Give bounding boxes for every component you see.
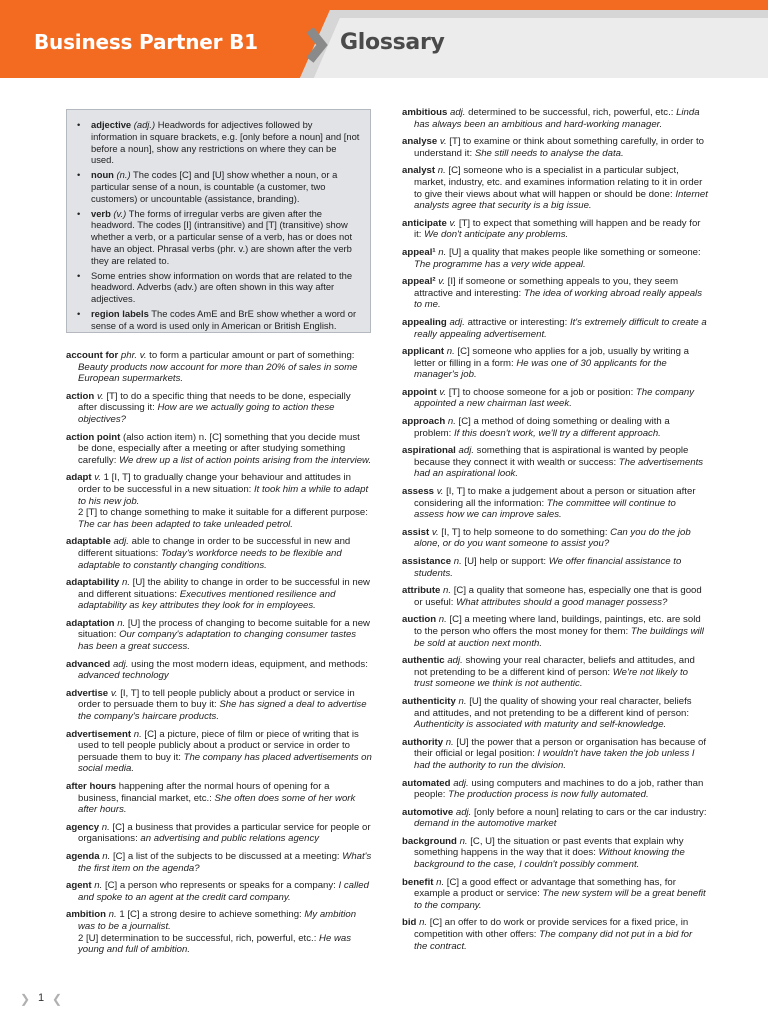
entry-pos: adj. xyxy=(449,316,465,328)
entry-headword: adaptable xyxy=(66,536,111,548)
entry-headword: approach xyxy=(402,416,446,428)
entry-example: Authenticity is associated with maturity and self-knowledge. xyxy=(414,719,667,731)
entry-headword: appoint xyxy=(402,386,437,398)
usage-notes-box xyxy=(66,109,371,333)
entry-definition: (also action item) n. [C] something that you decide must be done, especially after a meeting or after studying something carefully: xyxy=(78,431,360,466)
entry-definition: [C] a good effect or advantage that something has, for example a product or service: xyxy=(414,876,676,900)
entry-definition: determined to be successful, rich, powerful, etc.: xyxy=(465,107,677,118)
entry-pos: adj. xyxy=(453,777,469,789)
entry-definition: [C] a picture, piece of film or piece of writing that is used to tell people publicly about a product or service in order to persuade them to buy it: xyxy=(78,728,359,763)
entry-headword: agency xyxy=(66,821,100,833)
entry-headword: adaptation xyxy=(66,617,115,629)
entry-definition: [I] if someone or something appeals to you, they seem attractive and interesting: xyxy=(414,276,679,299)
entry-headword: advertisement xyxy=(66,728,132,740)
glossary-entry xyxy=(402,836,708,871)
entry-headword: appealing xyxy=(402,316,447,328)
entry-pos: n. xyxy=(453,556,462,567)
glossary-entry xyxy=(402,655,708,690)
entry-example: The advertisements had an aspirational look. xyxy=(414,456,704,480)
glossary-entry xyxy=(402,317,708,340)
entry-example: How are we actually going to action these objectives? xyxy=(78,402,335,425)
glossary-entry xyxy=(66,688,372,723)
glossary-entry xyxy=(402,778,708,801)
entry-example: Linda has always been an ambitious and hard-working manager. xyxy=(414,107,700,130)
glossary-entry xyxy=(66,909,372,955)
entry-definition: using the most modern ideas, equipment, and methods: xyxy=(128,658,368,670)
entry-pos: n. xyxy=(458,695,467,707)
entry-definition: attractive or interesting: xyxy=(464,316,570,328)
entry-example: Our company's adaptation to changing consumer tastes has been a great success. xyxy=(78,629,357,653)
entry-sense-2-example: The car has been adapted to take unleaded petrol. xyxy=(78,518,293,530)
entry-definition: [T] to examine or think about something carefully, in order to understand it: xyxy=(414,136,705,159)
entry-example: Beauty products now account for more than 20% of sales in some European supermarkets. xyxy=(78,361,358,385)
entry-headword: analyst xyxy=(402,165,436,177)
entry-headword: automated xyxy=(402,777,451,789)
glossary-entry xyxy=(402,527,708,550)
note-text: The forms of irregular verbs are given after the headword. The codes [I] (intransitive) and [T] (transitive) show whether a verb, or a particular sense of a verb, has or does not have an object. Phrasal verbs (phr. v.) are shown after the verb they are related to. xyxy=(91,207,353,266)
entry-headword: attribute xyxy=(402,585,441,597)
entry-pos: n. xyxy=(133,728,142,740)
entry-definition: [C] a meeting where land, buildings, paintings, etc. are sold to the person who offers the most money for them: xyxy=(414,614,701,637)
entry-headword: advertise xyxy=(66,687,109,699)
entry-pos: adj. xyxy=(455,806,472,818)
entry-example: We drew up a list of action points arising from the interview. xyxy=(119,454,372,466)
entry-definition: [U] a quality that makes people like something or someone: xyxy=(446,246,701,258)
glossary-entry xyxy=(402,387,708,410)
entry-definition: something that is aspirational is wanted by people because they connect it with wealth or success: xyxy=(414,445,689,468)
entry-definition: [U] the power that a person or organisation has because of their official or legal position: xyxy=(414,736,706,760)
entry-pos: n. xyxy=(459,835,468,847)
entry-definition: [only before a noun] relating to cars or the car industry: xyxy=(471,806,707,818)
note-text: The codes AmE and BrE show whether a word or sense of a word is used only in American or British English. xyxy=(91,307,357,331)
entry-pos: adj. xyxy=(458,445,474,457)
entry-sense-2 xyxy=(78,933,372,956)
chevron-back-icon[interactable]: ❮ xyxy=(52,992,63,1006)
entry-example: The company appointed a new chairman last week. xyxy=(414,386,695,410)
entry-definition: [C] a list of the subjects to be discussed at a meeting: xyxy=(110,850,343,862)
entry-sense-2 xyxy=(78,507,372,530)
entry-headword: agent xyxy=(66,880,92,892)
chevron-left-icon[interactable]: ❯ xyxy=(20,992,31,1006)
note-head: noun xyxy=(91,169,114,181)
glossary-entry xyxy=(66,781,372,816)
entry-definition: [I, T] to tell people publicly about a product or service in order to persuade them to buy it: xyxy=(78,687,355,711)
entry-headword: benefit xyxy=(402,876,434,888)
usage-note-item xyxy=(91,119,360,166)
entry-headword: background xyxy=(402,835,457,847)
entry-example: Internet analysts agree that security is a big issue. xyxy=(414,188,708,212)
entry-headword: ambitious xyxy=(402,107,448,118)
entry-definition: [C] a quality that someone has, especially one that is good or useful: xyxy=(414,585,702,608)
entry-definition: [C, U] the situation or past events that explain why something happens in the way that it does: xyxy=(414,835,684,859)
entry-example: advanced technology xyxy=(78,670,169,682)
entry-definition: [T] to do a specific thing that needs to be done, especially after discussing it: xyxy=(78,390,351,414)
entry-example: She often does some of her work after hours. xyxy=(78,792,356,816)
entry-example: The production process is now fully automated. xyxy=(448,789,649,801)
glossary-entry xyxy=(66,659,372,682)
entry-example: We don't anticipate any problems. xyxy=(424,229,569,241)
entry-pos: n. xyxy=(94,880,103,892)
glossary-entry xyxy=(402,445,708,480)
note-pos: (v.) xyxy=(113,207,127,219)
entry-pos: n. xyxy=(121,577,130,589)
entry-example: I wouldn't have taken the job unless I had the authority to run the division. xyxy=(414,748,695,771)
entry-definition: [I, T] to make a judgement about a person or situation after considering all the information: xyxy=(414,486,696,509)
glossary-entry xyxy=(402,247,708,270)
entry-definition: [C] someone who is a specialist in a particular subject, market, industry, etc. and examines information relating to it in order to give their views about what will happen or should be done: xyxy=(414,165,703,200)
glossary-entry xyxy=(402,614,708,649)
glossary-entry xyxy=(402,556,708,579)
entry-pos: n. xyxy=(117,617,126,629)
usage-note-item xyxy=(91,208,360,267)
glossary-entry xyxy=(402,696,708,731)
entry-example: What's the first item on the agenda? xyxy=(78,850,372,874)
page-header xyxy=(0,0,768,96)
usage-notes-list xyxy=(67,110,370,332)
entry-definition: [C] an offer to do work or provide services for a fixed price, in competition with other offers: xyxy=(414,917,689,941)
glossary-entry xyxy=(66,822,372,845)
entry-headword: action xyxy=(66,390,95,402)
note-text: Headwords for adjectives followed by information in square brackets, e.g. [only before a noun] and [not before a noun], show any restrictions on where they can be used. xyxy=(91,119,360,166)
glossary-entry xyxy=(402,346,708,381)
entry-headword: auction xyxy=(402,614,437,626)
glossary-entry xyxy=(402,218,708,241)
entry-headword: authenticity xyxy=(402,695,456,707)
glossary-entry xyxy=(66,432,372,467)
entry-headword: agenda xyxy=(66,850,100,862)
glossary-column-left xyxy=(66,350,372,962)
glossary-entry xyxy=(402,877,708,912)
entry-example: Can you do the job alone, or do you want someone to assist you? xyxy=(414,526,691,550)
entry-example: It took him a while to adapt to his new job. xyxy=(78,483,369,507)
entry-pos: n. xyxy=(438,246,447,258)
entry-example: Without knowing the background to the case, I couldn't possibly comment. xyxy=(414,847,685,871)
entry-pos: adj. xyxy=(112,658,129,670)
entry-definition: showing your real character, beliefs and attitudes, and not pretending to be a different kind of person: xyxy=(414,655,695,678)
entry-headword: appeal¹ xyxy=(402,246,436,258)
entry-pos: n. xyxy=(108,909,117,921)
glossary-entry xyxy=(66,851,372,874)
entry-headword: anticipate xyxy=(402,217,447,229)
glossary-entry xyxy=(66,391,372,426)
usage-note-item xyxy=(91,308,360,332)
entry-pos: v. xyxy=(96,390,104,402)
entry-pos: n. xyxy=(438,614,447,626)
entry-example: Today's workforce needs to be flexible and adaptable to constantly changing conditions. xyxy=(78,547,342,571)
entry-headword: applicant xyxy=(402,346,445,358)
entry-definition: [C] a method of doing something or dealing with a problem: xyxy=(414,416,670,439)
entry-pos: adj. xyxy=(447,655,463,667)
entry-headword: adapt xyxy=(66,472,92,484)
note-text: Some entries show information on words that are related to the headword. Adverbs (adv.) are often shown in this way after adjectives. xyxy=(91,269,353,305)
entry-example: It's extremely difficult to create a really appealing advertisement. xyxy=(414,316,707,340)
glossary-column-right xyxy=(402,107,708,958)
entry-pos: n. xyxy=(446,346,455,358)
usage-note-item xyxy=(91,169,360,204)
entry-pos: v. xyxy=(449,217,457,229)
glossary-entry xyxy=(402,917,708,952)
entry-definition: [T] to choose someone for a job or position: xyxy=(446,386,636,398)
entry-example: Executives mentioned resilience and adaptability as key attributes they look for in employees. xyxy=(78,588,336,612)
glossary-entry xyxy=(402,807,708,830)
entry-pos: n. xyxy=(101,821,110,833)
glossary-entry xyxy=(402,107,708,130)
entry-example: an advertising and public relations agency xyxy=(140,833,320,845)
glossary-entry xyxy=(402,276,708,311)
glossary-entry xyxy=(66,472,372,530)
glossary-entry xyxy=(402,585,708,608)
note-head: verb xyxy=(91,207,111,219)
entry-example: The committee will continue to assess how we can improve sales. xyxy=(414,497,676,521)
glossary-entry xyxy=(66,577,372,612)
entry-definition: [T] to expect that something will happen and be ready for it: xyxy=(414,217,701,241)
entry-example: I called and spoke to an agent at the credit card company. xyxy=(78,880,369,903)
entry-example: He was one of 30 applicants for the manager's job. xyxy=(414,357,667,381)
entry-headword: appeal² xyxy=(402,276,436,288)
usage-note-item xyxy=(91,270,360,305)
glossary-entry xyxy=(402,486,708,521)
entry-pos: phr. v. xyxy=(120,350,147,361)
entry-example: If this doesn't work, we'll try a different approach. xyxy=(454,427,661,439)
glossary-entry xyxy=(66,350,372,385)
entry-headword: assist xyxy=(402,526,430,538)
entry-example: The programme has a very wide appeal. xyxy=(414,258,586,270)
entry-headword: authority xyxy=(402,736,444,748)
entry-pos: n. xyxy=(419,917,428,929)
entry-pos: v. xyxy=(436,486,444,498)
entry-example: demand in the automotive market xyxy=(414,818,557,830)
entry-example: She has signed a deal to advertise the company's haircare products. xyxy=(78,699,367,723)
entry-headword: bid xyxy=(402,917,417,929)
entry-example: The new system will be a great benefit to the company. xyxy=(414,888,706,911)
entry-pos: adj. xyxy=(449,107,466,118)
entry-definition: to form a particular amount or part of something: xyxy=(146,350,355,361)
glossary-entry xyxy=(402,136,708,159)
entry-definition: [C] someone who applies for a job, usually by writing a letter or filling in a form: xyxy=(414,346,689,369)
page-title: Glossary xyxy=(340,30,445,55)
entry-headword: ambition xyxy=(66,909,106,921)
entry-definition: [U] the process of changing to become suitable for a new situation: xyxy=(78,617,370,641)
entry-headword: assess xyxy=(402,486,435,498)
entry-definition: using computers and machines to do a job, rather than people: xyxy=(414,777,704,801)
note-head: region labels xyxy=(91,307,149,319)
entry-headword: aspirational xyxy=(402,445,456,457)
entry-definition: [U] help or support: xyxy=(461,556,549,567)
entry-headword: after hours xyxy=(66,781,117,792)
entry-headword: assistance xyxy=(402,556,452,567)
entry-headword: automotive xyxy=(402,806,454,818)
entry-pos: n. xyxy=(447,416,456,428)
entry-pos: n. xyxy=(437,165,446,177)
entry-pos: v. xyxy=(439,136,447,148)
note-pos: (adj.) xyxy=(133,119,156,130)
entry-definition: able to change in order to be successful in new and different situations: xyxy=(78,536,351,559)
note-head: adjective xyxy=(91,119,132,130)
entry-definition: [U] the quality of showing your real character, beliefs and attitudes, and not pretending to be a different kind of person: xyxy=(414,695,692,719)
entry-sense-2-example: He was young and full of ambition. xyxy=(78,932,352,956)
entry-headword: analyse xyxy=(402,136,438,148)
glossary-entry xyxy=(402,416,708,439)
entry-pos: n. xyxy=(443,585,452,597)
note-pos: (n.) xyxy=(116,169,131,181)
entry-definition: happening after the normal hours of opening for a business, financial market, etc.: xyxy=(78,781,330,804)
entry-headword: adaptability xyxy=(66,577,120,589)
entry-example: The company has placed advertisements on social media. xyxy=(78,751,372,775)
entry-pos: adj. xyxy=(113,536,129,548)
glossary-entry xyxy=(402,165,708,211)
entry-example: We're not likely to trust someone we think is not authentic. xyxy=(414,666,689,690)
entry-example: She still needs to analyse the data. xyxy=(474,147,624,159)
entry-example: We offer financial assistance to students. xyxy=(414,556,682,579)
entry-pos: v. xyxy=(439,386,447,398)
entry-sense-2-definition: 2 [T] to change something to make it suitable for a different purpose: xyxy=(78,507,368,519)
entry-headword: action point xyxy=(66,431,121,443)
entry-pos: n. xyxy=(445,736,454,748)
entry-headword: authentic xyxy=(402,655,445,667)
entry-example: The idea of working abroad really appeals to me. xyxy=(414,287,702,311)
entry-pos: v. xyxy=(110,687,118,699)
entry-example: The buildings will be sold at auction next month. xyxy=(414,625,704,649)
entry-pos: n. xyxy=(436,876,445,888)
page-number: 1 xyxy=(38,992,45,1004)
entry-pos: n. xyxy=(102,850,111,862)
glossary-entry xyxy=(66,729,372,775)
entry-headword: advanced xyxy=(66,658,111,670)
entry-example: My ambition was to be a journalist. xyxy=(78,909,357,932)
brand-title: Business Partner B1 xyxy=(34,30,258,54)
note-text: The codes [C] and [U] show whether a noun, or a particular sense of a noun, is countable (a customer, two customers) or uncountable (assistance, branding). xyxy=(91,169,338,204)
entry-definition: [C] a business that provides a particular service for people or organisations: xyxy=(78,821,371,845)
entry-pos: v. xyxy=(431,526,439,538)
entry-example: What attributes should a good manager possess? xyxy=(456,596,668,608)
entry-example: The company did not put in a bid for the contract. xyxy=(414,929,693,952)
entry-definition: [C] a person who represents or speaks for a company: xyxy=(102,880,339,892)
entry-definition: 1 [I, T] to gradually change your behaviour and attitudes in order to be successful in a new situation: xyxy=(78,472,351,495)
glossary-entry xyxy=(402,737,708,772)
glossary-entry xyxy=(66,880,372,903)
glossary-entry xyxy=(66,618,372,653)
glossary-entry xyxy=(66,536,372,571)
entry-definition: [U] the ability to change in order to be successful in new and different situations: xyxy=(78,577,370,600)
entry-pos: v. xyxy=(438,276,446,288)
entry-definition: [I, T] to help someone to do something: xyxy=(438,526,611,538)
entry-definition: 1 [C] a strong desire to achieve something: xyxy=(116,909,305,921)
entry-sense-2-definition: 2 [U] determination to be successful, rich, powerful, etc.: xyxy=(78,932,320,944)
entry-headword: account for xyxy=(66,350,119,361)
entry-pos: v. xyxy=(94,472,102,484)
